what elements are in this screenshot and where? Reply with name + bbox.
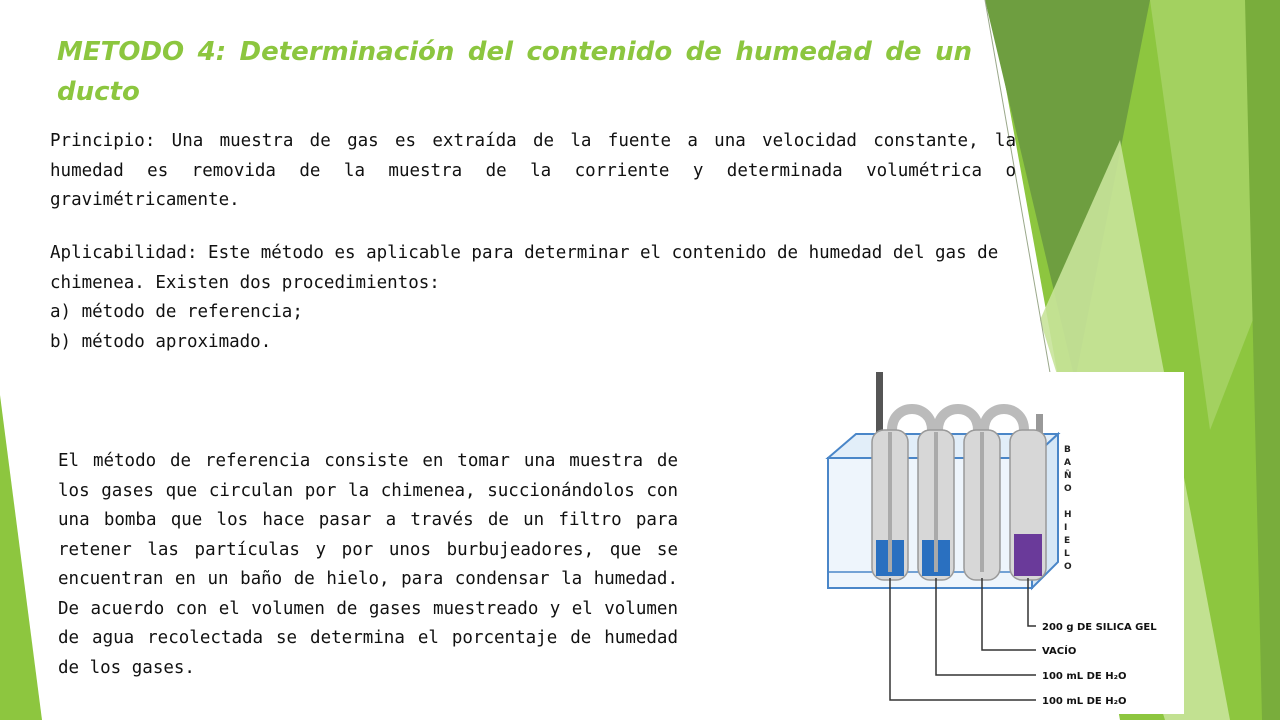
label-silica-gel: 200 g DE SILICA GEL (1042, 622, 1157, 633)
label-water-1: 100 mL DE H₂O (1042, 696, 1127, 707)
impinger-3 (964, 430, 1000, 580)
applicability-item-b: b) método aproximado. (50, 331, 272, 352)
applicability-text: Aplicabilidad: Este método es aplicable para determinar el contenido de humedad del gas de chimenea. Existen dos procedimientos: (50, 243, 999, 293)
slide-title: METODO 4: Determinación del contenido de humedad de un ducto (57, 37, 972, 107)
ice-bath-letter: A (1064, 458, 1071, 468)
principle-paragraph: Principio: Una muestra de gas es extraída de la fuente a una velocidad constante, la humedad es removida de la muestra de la corriente y determinada volumétrica o gravimétricamente. (50, 131, 1016, 210)
ice-bath-letter: E (1064, 536, 1071, 546)
impinger-train-diagram (810, 372, 1184, 714)
applicability-item-a: a) método de referencia; (50, 302, 303, 322)
leader-lines (890, 578, 1036, 700)
ice-bath-letter: B (1064, 445, 1071, 455)
reference-method-paragraph: El método de referencia consiste en tomar una muestra de los gases que circulan por la chimenea, succionándolos con una bomba que los hace pasar a través de un filtro para retener las partículas y por unos burbujeadores, que se encuentran en un baño de hielo, para condensar la humedad. De acuerdo con el volumen de gases muestreado y el volumen de agua recolectada se determina el porcentaje de humedad de los gases. (58, 451, 678, 678)
ice-bath-letter: Ñ (1064, 471, 1072, 481)
impinger-4 (1010, 430, 1046, 580)
label-water-2: 100 mL DE H₂O (1042, 671, 1127, 682)
ice-bath-letter: O (1064, 484, 1072, 494)
ice-bath-letter: H (1064, 510, 1072, 520)
ice-bath-letter: I (1064, 523, 1068, 533)
ice-bath-letter: L (1064, 549, 1070, 559)
label-empty: VACÍO (1042, 646, 1077, 657)
ice-bath-letter: O (1064, 562, 1072, 572)
component-labels (1042, 622, 1157, 707)
ice-bath-label (1064, 445, 1072, 572)
decor-green-bottom-left (0, 395, 42, 720)
applicability-section (50, 239, 1060, 357)
impinger-1 (872, 430, 908, 580)
impinger-2 (918, 430, 954, 580)
